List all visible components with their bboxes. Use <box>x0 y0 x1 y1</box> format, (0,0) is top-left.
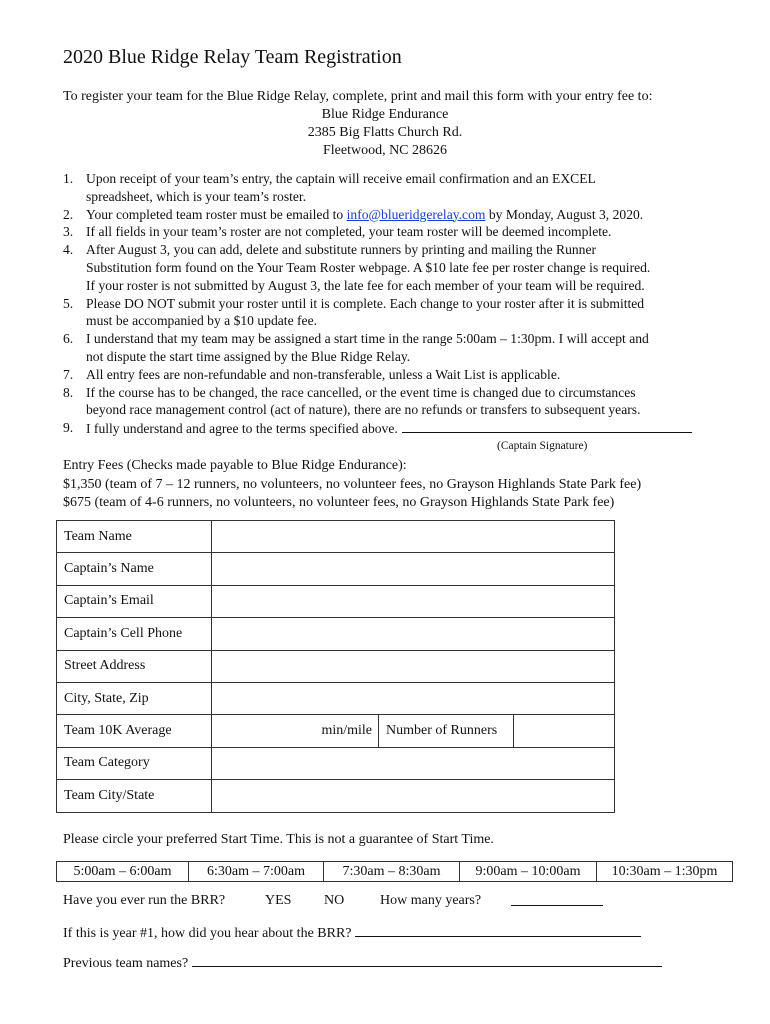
terms-list <box>63 170 733 438</box>
how-many-years-label: How many years? <box>380 893 482 908</box>
term-item: 5. Please DO NOT submit your roster until it is complete. Each change to your roster after it is submitted must be accompanied by a $10 update fee. <box>63 295 645 329</box>
yes-option[interactable]: YES <box>265 893 292 908</box>
term-item: 7. All entry fees are non-refundable and non-transferable, unless a Wait List is applicable. <box>63 366 561 382</box>
table-row <box>57 747 615 779</box>
table-row <box>57 618 615 650</box>
address-line-3: Fleetwood, NC 28626 <box>322 143 448 158</box>
hear-about-field[interactable] <box>355 924 641 937</box>
email-link[interactable]: info@blueridgerelay.com <box>346 206 486 222</box>
page-title: 2020 Blue Ridge Relay Team Registration <box>63 46 402 68</box>
term-item: 6. I understand that my team may be assigned a start time in the range 5:00am – 1:30pm. I will accept and not dispute the start time assigned by the Blue Ridge Relay. <box>63 331 649 364</box>
term-item: 9. I fully understand and agree to the terms specified above. <box>63 419 733 438</box>
city-state-zip-field[interactable] <box>212 682 615 714</box>
term-item: 3. If all fields in your team’s roster are not completed, your team roster will be deemed incomplete. <box>63 224 612 240</box>
start-time-options <box>56 861 733 882</box>
city-state-zip-label: City, State, Zip <box>57 682 212 714</box>
start-time-option[interactable]: 10:30am – 1:30pm <box>597 862 733 882</box>
registration-table <box>56 520 615 813</box>
start-time-option[interactable]: 5:00am – 6:00am <box>57 862 189 882</box>
address-line-1: Blue Ridge Endurance <box>321 107 449 122</box>
captain-name-label: Captain’s Name <box>57 553 212 585</box>
captain-phone-field[interactable] <box>212 618 615 650</box>
table-row <box>57 650 615 682</box>
no-option[interactable]: NO <box>324 893 345 908</box>
tenk-average-field[interactable] <box>212 715 379 747</box>
captain-signature-line[interactable] <box>402 419 692 433</box>
captain-email-label: Captain’s Email <box>57 585 212 617</box>
how-many-years-field[interactable] <box>511 893 603 906</box>
team-city-state-label: Team City/State <box>57 780 212 812</box>
entry-fees: Entry Fees (Checks made payable to Blue Ridge Endurance): $1,350 (team of 7 – 12 runners, no volunteers, no volunteer fees, no Grayson Highlands State Park fee) $675 (team of 4-6 runners, no volunteers, no volunteer fees, no Grayson Highlands State Park fee) <box>63 458 642 510</box>
street-address-label: Street Address <box>57 650 212 682</box>
captain-email-field[interactable] <box>212 585 615 617</box>
tenk-average-label: Team 10K Average <box>57 715 212 747</box>
table-row <box>57 521 615 553</box>
intro-text: To register your team for the Blue Ridge Relay, complete, print and mail this form with your entry fee to: <box>63 89 653 104</box>
start-time-option[interactable]: 7:30am – 8:30am <box>324 862 460 882</box>
number-of-runners-label: Number of Runners <box>379 715 514 747</box>
signature-caption: (Captain Signature) <box>497 440 588 452</box>
term-item: 1. Upon receipt of your team’s entry, the captain will receive email confirmation and an EXCEL spreadsheet, which is your team’s roster. <box>63 171 596 204</box>
table-row <box>57 715 615 747</box>
start-time-option[interactable]: 6:30am – 7:00am <box>189 862 324 882</box>
start-time-note: Please circle your preferred Start Time. This is not a guarantee of Start Time. <box>63 832 494 847</box>
previous-names-field[interactable] <box>192 954 662 967</box>
hear-about-question: If this is year #1, how did you hear about the BRR? <box>63 924 641 942</box>
start-time-option[interactable]: 9:00am – 10:00am <box>460 862 597 882</box>
team-name-field[interactable] <box>212 521 615 553</box>
table-row <box>57 585 615 617</box>
table-row <box>57 862 733 882</box>
captain-phone-label: Captain’s Cell Phone <box>57 618 212 650</box>
term-item: 4. After August 3, you can add, delete and substitute runners by printing and mailing the Runner Substitution form found on the Your Team Roster webpage. A $10 late fee per roster change is required. If your roster is not submitted by August 3, the late fee for each member of your team will be required. <box>63 242 651 293</box>
captain-name-field[interactable] <box>212 553 615 585</box>
street-address-field[interactable] <box>212 650 615 682</box>
team-city-state-field[interactable] <box>212 780 615 812</box>
number-of-runners-field[interactable] <box>514 715 615 747</box>
table-row <box>57 553 615 585</box>
address-line-2: 2385 Big Flatts Church Rd. <box>307 125 463 140</box>
team-name-label: Team Name <box>57 521 212 553</box>
min-mile-unit: min/mile <box>321 723 372 739</box>
run-before-question: Have you ever run the BRR? <box>63 893 226 908</box>
term-item: 8. If the course has to be changed, the race cancelled, or the event time is changed due to circumstances beyond race management control (act of nature), there are no refunds or transfers to subsequent years. <box>63 384 641 418</box>
term-item: 2. Your completed team roster must be emailed to info@blueridgerelay.com by Monday, August 3, 2020. <box>63 206 644 222</box>
table-row <box>57 780 615 812</box>
team-category-field[interactable] <box>212 747 615 779</box>
previous-names-question: Previous team names? <box>63 954 662 972</box>
team-category-label: Team Category <box>57 747 212 779</box>
table-row <box>57 682 615 714</box>
